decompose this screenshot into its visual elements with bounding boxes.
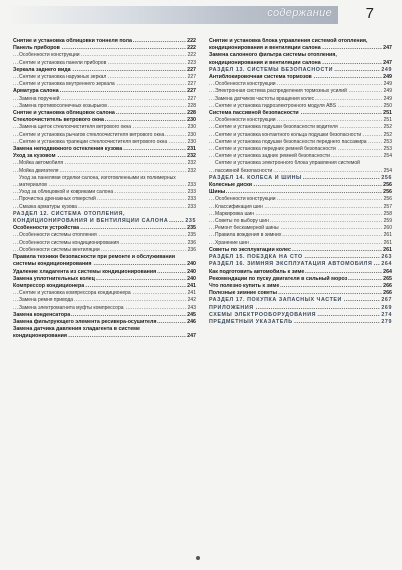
toc-entry-title: Хранение шин	[215, 239, 249, 246]
toc-entry-page: 256	[381, 174, 392, 181]
toc-entry-title: ПРЕДМЕТНЫЙ УКАЗАТЕЛЬ	[209, 318, 293, 325]
toc-entry-page: 249	[383, 74, 392, 81]
toc-entry-page: 231	[187, 146, 196, 153]
toc-entry-page: 246	[187, 318, 196, 325]
toc-entry-page: 232	[187, 160, 196, 167]
toc-entry-page: 222	[187, 52, 196, 59]
toc-entry-title: Снятие и установка компрессора кондиционера	[19, 290, 131, 297]
toc-entry-page: 233	[187, 196, 196, 203]
toc-left-column	[13, 38, 196, 341]
toc-entry-page: 274	[381, 311, 392, 318]
toc-entry-page: 233	[187, 203, 196, 210]
toc-entry-title: Снятие и установка подушки безопасности водителя	[215, 124, 338, 131]
toc-subentry	[209, 96, 392, 103]
toc-entry-title: Особенности устройства	[13, 225, 80, 232]
toc-entry-page: 256	[383, 182, 392, 189]
toc-subentry	[209, 218, 392, 225]
toc-section-heading	[209, 312, 392, 319]
toc-entry-page: 256	[383, 196, 392, 203]
toc-entry-title: Особенности конструкции	[215, 81, 276, 88]
toc-entry-title: Советы по эксплуатации колес	[209, 246, 291, 253]
page-header	[0, 0, 402, 28]
toc-entry-title: РАЗДЕЛ 12. СИСТЕМА ОТОПЛЕНИЯ, КОНДИЦИОНИРОВАНИЯ И ВЕНТИЛЯЦИИ САЛОНА	[13, 210, 169, 225]
toc-entry-title: РАЗДЕЛ 16. ЗИМНЯЯ ЭКСПЛУАТАЦИЯ АВТОМОБИЛЯ	[209, 261, 373, 268]
toc-entry-page: 245	[187, 311, 196, 318]
toc-subentry	[13, 189, 196, 196]
toc-entry-title: Замена ремня привода	[19, 297, 74, 304]
toc-subentry	[209, 204, 392, 211]
toc-entry-page: 227	[187, 88, 196, 95]
toc-entry	[209, 74, 392, 81]
toc-entry	[13, 110, 196, 117]
toc-entry	[13, 283, 196, 290]
toc-entry-title: Замена неподвижного остекления кузова	[13, 146, 123, 153]
toc-entry-page: 261	[383, 239, 392, 246]
toc-entry-title: Замена противосолнечных козырьков	[19, 102, 107, 109]
toc-entry-page: 254	[383, 167, 392, 174]
toc-entry-page: 266	[383, 290, 392, 297]
toc-entry-title: Замена щеток стеклоочистителя ветрового окна	[19, 124, 132, 131]
header-title: содержание	[267, 7, 332, 19]
toc-entry-page: 252	[383, 131, 392, 138]
toc-subentry	[209, 139, 392, 146]
page-number: 7	[365, 5, 374, 22]
toc-entry-title: Колесные диски	[209, 182, 253, 189]
toc-entry-page: 230	[187, 124, 196, 131]
toc-entry-page: 222	[187, 38, 196, 44]
toc-entry	[13, 276, 196, 283]
toc-entry-title: Особенности системы отопления	[19, 232, 97, 239]
toc-entry-title: Снятие и установка облицовки тоннеля пола	[13, 38, 132, 44]
toc-entry-title: Система пассивной безопасности	[209, 110, 299, 117]
toc-subentry	[13, 297, 196, 304]
toc-entry-title: ПРИЛОЖЕНИЯ	[209, 304, 254, 311]
toc-entry	[13, 153, 196, 160]
toc-subentry	[209, 153, 392, 160]
toc-entry-page: 233	[187, 189, 196, 196]
toc-entry-page: 242	[187, 297, 196, 304]
toc-subentry	[209, 117, 392, 124]
toc-entry-page: 256	[383, 189, 392, 196]
toc-right-column	[209, 38, 392, 326]
toc-entry	[13, 269, 196, 276]
toc-entry	[13, 319, 196, 326]
toc-entry-page: 230	[187, 131, 196, 138]
toc-entry-page: 233	[187, 182, 196, 189]
toc-entry-page: 227	[187, 74, 196, 81]
toc-entry-title: Арматура салона	[13, 88, 59, 95]
toc-entry	[13, 45, 196, 52]
toc-entry	[209, 52, 392, 66]
toc-subentry	[209, 88, 392, 95]
toc-subentry	[13, 139, 196, 146]
toc-entry-page: 247	[383, 45, 392, 52]
toc-entry-page: 250	[383, 102, 392, 109]
toc-entry-page: 266	[383, 282, 392, 289]
toc-entry-title: Панель приборов	[13, 45, 60, 52]
toc-entry-title: Прочистка дренажных отверстий	[19, 196, 96, 203]
toc-entry-title: Снятие и установка рычагов стеклоочистителя ветрового окна	[19, 131, 165, 138]
toc-subentry	[209, 225, 392, 232]
toc-subentry	[13, 81, 196, 88]
toc-entry-title: Снятие и установка наружных зеркал	[19, 74, 107, 81]
toc-entry-title: Снятие и установка электронного блока управления системой пассивной безопасности	[215, 160, 360, 174]
toc-entry-title: Снятие и установка облицовок салона	[13, 110, 115, 117]
toc-entry-page: 267	[381, 297, 392, 304]
toc-entry-title: Уход за панелями отделки салона, изготовленными из полимерных материалов	[19, 174, 176, 189]
toc-subentry	[209, 81, 392, 88]
toc-entry-title: Правила вождения в зимних	[215, 232, 282, 239]
toc-subentry	[13, 196, 196, 203]
toc-entry-page: 240	[187, 268, 196, 275]
toc-entry-page: 230	[187, 117, 196, 124]
toc-entry-page: 232	[187, 167, 196, 174]
toc-entry-title: Снятие и установка внутреннего зеркала	[19, 81, 115, 88]
toc-entry-title: Ремонт бескамерной шины	[215, 225, 279, 232]
toc-entry-page: 261	[383, 232, 392, 239]
toc-subentry	[209, 103, 392, 110]
toc-entry	[13, 67, 196, 74]
toc-entry-title: Мойка автомобиля	[19, 160, 64, 167]
toc-entry-page: 247	[187, 333, 196, 340]
toc-subentry	[13, 204, 196, 211]
toc-subentry	[13, 74, 196, 81]
toc-entry-page: 227	[187, 81, 196, 88]
toc-subentry	[13, 247, 196, 254]
toc-entry-title: Снятие и установка подушки безопасности переднего пассажира	[215, 138, 367, 145]
toc-subentry	[13, 96, 196, 103]
toc-entry-page: 243	[187, 304, 196, 311]
toc-entry-title: Замена датчика давления хладагента в системе кондиционирования	[13, 326, 140, 340]
page-bottom-mark	[196, 556, 200, 560]
toc-subentry	[209, 132, 392, 139]
toc-entry-title: РАЗДЕЛ 13. СИСТЕМЫ БЕЗОПАСНОСТИ	[209, 66, 334, 73]
toc-entry-page: 253	[383, 146, 392, 153]
toc-entry-page: 228	[187, 110, 196, 117]
toc-entry	[13, 254, 196, 268]
toc-entry-title: Замена электромагнита муфты компрессора	[19, 304, 124, 311]
toc-entry-title: Замена датчиков частоты вращения колес	[215, 95, 315, 102]
toc-entry-title: Правила техники безопасности при ремонте и обслуживании системы кондиционирования	[13, 254, 176, 268]
toc-entry-page: 230	[187, 138, 196, 145]
toc-entry-title: Замена поручней	[19, 95, 60, 102]
toc-entry-title: Мойка двигателя	[19, 167, 59, 174]
toc-entry-title: Замена конденсатора	[13, 311, 71, 318]
toc-entry-title: РАЗДЕЛ 14. КОЛЕСА И ШИНЫ	[209, 174, 302, 181]
toc-entry-title: Снятие и установка блока управления системой отопления, кондиционирования и вентиляции салона	[209, 38, 368, 52]
toc-subentry	[13, 168, 196, 175]
toc-entry-title: Антиблокировочная система тормозов	[209, 74, 312, 81]
toc-section-heading	[209, 67, 392, 74]
toc-entry-page: 223	[187, 59, 196, 66]
toc-entry-page: 227	[187, 66, 196, 73]
toc-entry-page: 251	[383, 117, 392, 124]
toc-entry-title: Электронная система распределения тормозных усилий	[215, 88, 347, 95]
toc-entry-title: Уход за облицовкой и ковриками салона	[19, 189, 114, 196]
toc-entry-page: 253	[383, 138, 392, 145]
toc-section-heading	[209, 319, 392, 326]
toc-subentry	[13, 232, 196, 239]
toc-subentry	[13, 175, 196, 189]
toc-entry-page: 240	[187, 275, 196, 282]
toc-entry-page: 235	[187, 232, 196, 239]
toc-subentry	[13, 160, 196, 167]
toc-entry-title: Полезные зимние советы	[209, 290, 277, 297]
toc-entry	[209, 283, 392, 290]
toc-entry-page: 235	[185, 218, 196, 225]
toc-subentry	[209, 146, 392, 153]
toc-entry-page: 264	[383, 268, 392, 275]
toc-subentry	[13, 124, 196, 131]
toc-entry-title: Снятие и установка передних ремней безопасности	[215, 146, 336, 153]
toc-entry	[13, 312, 196, 319]
toc-entry-page: 259	[383, 218, 392, 225]
toc-entry-title: Классификация шин	[215, 203, 263, 210]
toc-entry-title: Шины	[209, 189, 226, 196]
toc-entry-title: Зеркала заднего вида	[13, 66, 71, 73]
toc-entry-title: Смазка арматуры кузова	[19, 203, 77, 210]
toc-entry-page: 249	[383, 95, 392, 102]
toc-entry	[209, 189, 392, 196]
toc-entry-page: 261	[383, 246, 392, 253]
toc-entry-title: РАЗДЕЛ 15. ПОЕЗДКА НА СТО	[209, 254, 303, 261]
toc-entry-title: СХЕМЫ ЭЛЕКТРООБОРУДОВАНИЯ	[209, 311, 317, 318]
toc-entry-page: 279	[381, 318, 392, 325]
toc-entry-page: 247	[383, 59, 392, 66]
toc-subentry	[13, 52, 196, 59]
toc-entry-title: Снятие и установка трапеции стеклоочистителя ветрового окна	[19, 138, 168, 145]
toc-entry-title: Замена уплотнительных колец	[13, 275, 95, 282]
toc-entry-title: Замена салонного фильтра системы отопления, кондиционирования и вентиляции салона	[209, 52, 337, 66]
toc-entry	[209, 276, 392, 283]
toc-entry-title: Особенности конструкции	[215, 196, 276, 203]
toc-entry-page: 269	[381, 304, 392, 311]
toc-entry-page: 257	[383, 203, 392, 210]
toc-entry-page: 235	[187, 225, 196, 232]
toc-subentry	[209, 211, 392, 218]
toc-entry-page: 249	[381, 66, 392, 73]
toc-entry-title: Особенности системы вентиляции	[19, 246, 100, 253]
toc-entry-page: 251	[383, 110, 392, 117]
toc-subentry	[13, 103, 196, 110]
toc-entry-page: 232	[187, 153, 196, 160]
toc-subentry	[209, 124, 392, 131]
toc-entry-page: 227	[187, 95, 196, 102]
toc-entry-title: Уход за кузовом	[13, 153, 56, 160]
toc-entry-page: 241	[187, 290, 196, 297]
toc-entry	[209, 247, 392, 254]
toc-entry	[209, 269, 392, 276]
toc-subentry	[209, 240, 392, 247]
toc-entry-title: Рекомендации по пуску двигателя в сильный мороз	[209, 275, 348, 282]
toc-entry	[13, 38, 196, 45]
toc-subentry	[209, 232, 392, 239]
toc-entry	[13, 88, 196, 95]
toc-entry-page: 222	[187, 45, 196, 52]
toc-entry-title: РАЗДЕЛ 17. ПОКУПКА ЗАПАСНЫХ ЧАСТЕЙ	[209, 297, 342, 304]
toc-entry-title: Снятие и установка контактного кольца подушки безопасности	[215, 131, 362, 138]
toc-entry-page: 241	[187, 282, 196, 289]
toc-entry-title: Замена фильтрующего элемента ресивера-осушителя	[13, 318, 157, 325]
toc-entry	[209, 290, 392, 297]
toc-entry-page: 265	[383, 275, 392, 282]
toc-subentry	[13, 305, 196, 312]
toc-entry-page: 264	[381, 261, 392, 268]
toc-entry	[13, 225, 196, 232]
toc-entry-title: Как подготовить автомобиль к зиме	[209, 268, 305, 275]
toc-subentry	[13, 290, 196, 297]
toc-entry-page: 236	[187, 246, 196, 253]
toc-subentry	[209, 196, 392, 203]
toc-entry-title: Особенности конструкции	[215, 117, 276, 124]
toc-section-heading	[13, 211, 196, 225]
toc-entry	[209, 110, 392, 117]
toc-section-heading	[209, 297, 392, 304]
toc-subentry	[13, 240, 196, 247]
toc-entry-page: 228	[187, 102, 196, 109]
toc-entry-page: 260	[383, 225, 392, 232]
toc-entry-page: 240	[187, 261, 196, 268]
toc-entry	[209, 182, 392, 189]
toc-entry-title: Удаление хладагента из системы кондиционирования	[13, 268, 157, 275]
toc-entry-title: Снятие и установка гидроэлектронного модуля ABS	[215, 102, 337, 109]
toc-subentry	[209, 160, 392, 174]
toc-entry-page: 263	[381, 254, 392, 261]
toc-entry	[209, 38, 392, 52]
toc-entry-title: Компрессор кондиционера	[13, 282, 85, 289]
toc-subentry	[13, 132, 196, 139]
toc-entry	[13, 146, 196, 153]
toc-entry-page: 236	[187, 239, 196, 246]
toc-entry	[13, 117, 196, 124]
toc-entry-page: 252	[383, 124, 392, 131]
toc-entry-page: 258	[383, 210, 392, 217]
toc-entry-title: Стеклоочиститель ветрового окна	[13, 117, 104, 124]
toc-entry-title: Снятие и установка задних ремней безопасности	[215, 153, 330, 160]
toc-entry	[13, 326, 196, 340]
toc-entry-title: Особенности системы кондиционирования	[19, 239, 120, 246]
toc-entry-page: 249	[383, 81, 392, 88]
toc-entry-title: Советы по выбору шин	[215, 218, 269, 225]
toc-entry-title: Что полезно купить к зиме	[209, 282, 280, 289]
toc-subentry	[13, 60, 196, 67]
toc-entry-page: 254	[383, 153, 392, 160]
toc-entry-page: 249	[383, 88, 392, 95]
toc-section-heading	[209, 305, 392, 312]
toc-section-heading	[209, 261, 392, 268]
toc-section-heading	[209, 175, 392, 182]
toc-section-heading	[209, 254, 392, 261]
toc-entry-title: Маркировка шин	[215, 210, 255, 217]
toc-entry-title: Снятие и установка панели приборов	[19, 59, 107, 66]
toc-entry-title: Особенности конструкции	[19, 52, 80, 59]
